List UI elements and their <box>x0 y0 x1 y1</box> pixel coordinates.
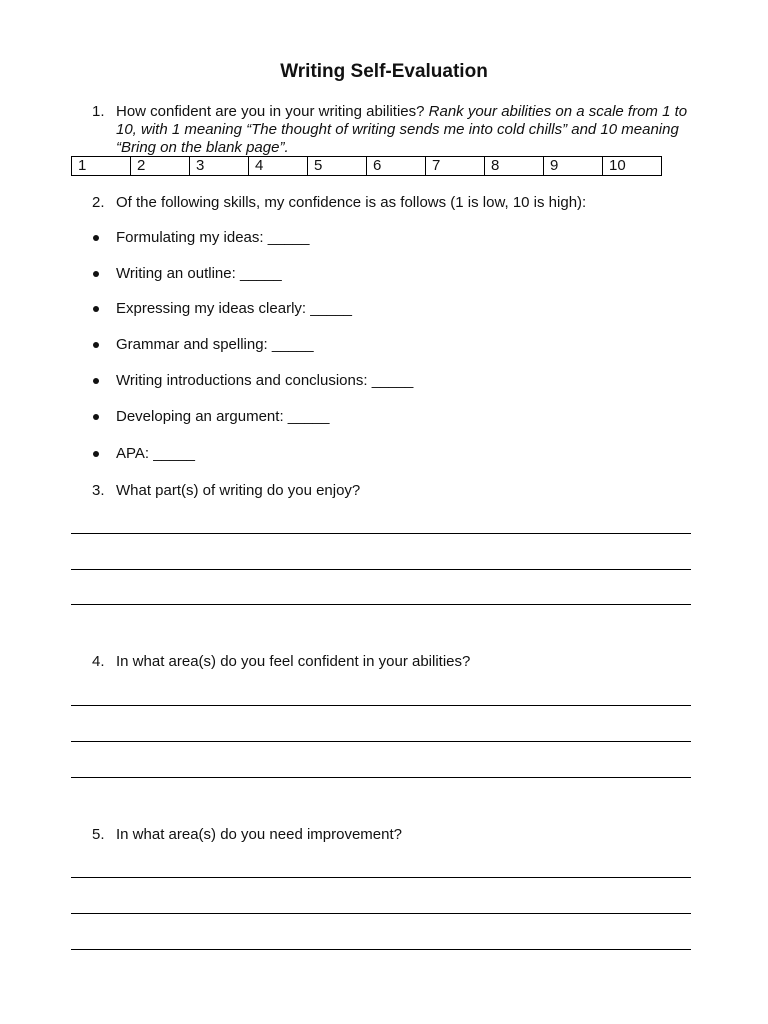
skill-item: Expressing my ideas clearly: _____ <box>116 300 352 317</box>
skill-item: Grammar and spelling: _____ <box>116 336 314 353</box>
bullet-icon <box>93 451 99 457</box>
question-4-number: 4. <box>92 653 105 670</box>
answer-line[interactable] <box>71 569 691 570</box>
answer-line[interactable] <box>71 913 691 914</box>
skill-item: Writing introductions and conclusions: _____ <box>116 372 414 389</box>
question-1-period: . <box>284 139 289 156</box>
bullet-icon <box>93 271 99 277</box>
bullet-icon <box>93 306 99 312</box>
skill-item: Writing an outline: _____ <box>116 265 282 282</box>
bullet-icon <box>93 378 99 384</box>
bullet-icon <box>93 414 99 420</box>
question-1-prompt: How confident are you in your writing abilities? <box>116 103 429 120</box>
scale-cell[interactable]: 6 <box>367 157 426 176</box>
scale-cell[interactable]: 2 <box>131 157 190 176</box>
question-4-text: In what area(s) do you feel confident in your abilities? <box>116 653 471 670</box>
scale-cell[interactable]: 4 <box>249 157 308 176</box>
skill-item: Developing an argument: _____ <box>116 408 330 425</box>
question-1-instructions: Rank your abilities on a scale from 1 to 10, with 1 meaning “The thought of writing sends me into cold chills” and 10 meaning “Bring on the blank page” <box>116 103 688 156</box>
answer-line[interactable] <box>71 604 691 605</box>
answer-line[interactable] <box>71 777 691 778</box>
bullet-icon <box>93 342 99 348</box>
scale-cell[interactable]: 7 <box>426 157 485 176</box>
scale-cell[interactable]: 8 <box>485 157 544 176</box>
scale-cell[interactable]: 10 <box>603 157 662 176</box>
confidence-scale-table <box>71 156 662 176</box>
question-3-number: 3. <box>92 482 105 499</box>
question-2-text: Of the following skills, my confidence is as follows (1 is low, 10 is high): <box>116 194 587 211</box>
answer-line[interactable] <box>71 949 691 950</box>
question-5-number: 5. <box>92 826 105 843</box>
scale-cell[interactable]: 9 <box>544 157 603 176</box>
answer-line[interactable] <box>71 533 691 534</box>
question-3-text: What part(s) of writing do you enjoy? <box>116 482 361 499</box>
skill-item: Formulating my ideas: _____ <box>116 229 310 246</box>
scale-cell[interactable]: 3 <box>190 157 249 176</box>
answer-line[interactable] <box>71 741 691 742</box>
bullet-icon <box>93 235 99 241</box>
question-5-text: In what area(s) do you need improvement? <box>116 826 402 843</box>
answer-line[interactable] <box>71 877 691 878</box>
question-1-text <box>116 103 696 157</box>
question-2-number: 2. <box>92 194 105 211</box>
scale-cell[interactable]: 5 <box>308 157 367 176</box>
skill-item: APA: _____ <box>116 445 195 462</box>
question-1-number: 1. <box>92 103 105 120</box>
page-title: Writing Self-Evaluation <box>280 61 488 82</box>
answer-line[interactable] <box>71 705 691 706</box>
scale-cell[interactable]: 1 <box>72 157 131 176</box>
